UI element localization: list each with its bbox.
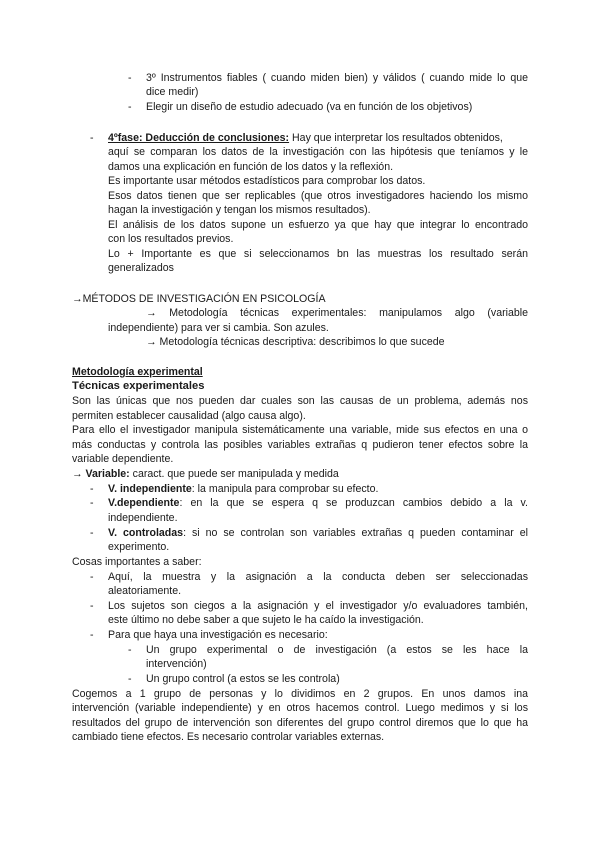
cosas-item-cont: este último no debe saber a que sujeto le ha caído la investigación. [108,614,424,626]
cosas-item: Los sujetos son ciegos a la asignación y el investigador y/o evaluadores también, [108,600,528,612]
bullet-dash: - [90,600,94,612]
sub-bullet-text: 3º Instrumentos fiables ( cuando miden bien) y válidos ( cuando mide lo que [146,72,528,84]
group-item: Un grupo control (a estos se les controla) [146,673,340,685]
paragraph-line: resultados del grupo de intervención son diferentes del grupo control diremos que lo que ha [72,717,528,729]
var-term: V. independiente [108,483,192,495]
metodos-item: → Metodología técnicas descriptiva: describimos lo que sucede [146,336,445,348]
bullet-dash: - [90,132,94,144]
var-term: V. controladas [108,527,184,539]
fase4-line: El análisis de los datos supone un esfuerzo ya que hay que integrar lo encontrado [108,219,528,231]
variable-line [72,467,339,481]
sub-bullet-text: Elegir un diseño de estudio adecuado (va en función de los objetivos) [146,101,473,113]
paragraph-line: permiten establecer causalidad (algo causa algo). [72,410,306,422]
bullet-dash: - [128,644,132,656]
metodos-title: →MÉTODOS DE INVESTIGACIÓN EN PSICOLOGÍA [72,293,326,305]
fase4-line: con los resultados previos. [108,233,234,245]
group-item: Un grupo experimental o de investigación (a estos se les hace la [146,644,528,656]
fase4-line: aquí se comparan los datos de la investigación con las hipótesis que teníamos y le [108,146,528,158]
var-desc: : la manipula para comprobar su efecto. [191,483,379,495]
bullet-dash: - [128,101,132,113]
metodos-item: independiente) para ver si cambia. Son azules. [108,322,329,334]
sub-bullet-text: dice medir) [146,86,199,98]
var-term: V.dependiente [108,497,180,509]
bullet-dash: - [90,527,94,539]
group-item-cont: intervención) [146,658,207,670]
cosas-item: Para que haya una investigación es necesario: [108,629,328,641]
fase4-line: damos una explicación en función de los datos y la reflexión. [108,161,394,173]
var-item [108,496,528,510]
cosas-title: Cosas importantes a saber: [72,556,202,568]
fase4-line: Lo + Importante es que si seleccionamos bn las muestras los resultado serán [108,248,528,260]
arrow-icon: → [72,468,83,480]
paragraph-line: Para ello el investigador manipula sistemáticamente una variable, mide sus efectos en una o [72,424,528,436]
fase4-line: generalizados [108,262,174,274]
cosas-item-cont: aleatoriamente. [108,585,182,597]
var-item-cont: experimento. [108,541,170,553]
cosas-item: Aquí, la muestra y la asignación a la conducta deben ser seleccionadas [108,571,528,583]
fase4-line: Esos datos tienen que ser replicables (que otros investigadores haciendo los mismo [108,190,528,202]
paragraph-line: Son las únicas que nos pueden dar cuales son las causas de un problema, además nos [72,395,528,407]
paragraph-line: intervención (variable independiente) y en otros hacemos control. Luego medimos y si los [72,702,528,714]
bullet-dash: - [128,72,132,84]
paragraph-line: cambiado tiene efectos. Es necesario controlar variables externas. [72,731,385,743]
fase4-line: Es importante usar métodos estadísticos para comprobar los datos. [108,175,426,187]
var-item-cont: independiente. [108,512,178,524]
var-item [108,482,378,496]
section-subheading: Técnicas experimentales [72,380,205,392]
bullet-dash: - [90,483,94,495]
paragraph-line: variable dependiente. [72,453,174,465]
var-desc: : si no se controlan son variables extrañas q pueden contaminar el [183,527,528,539]
variable-def: caract. que puede ser manipulada y medida [129,468,339,480]
var-desc: : en la que se espera q se produzcan cambios debido a la v. [179,497,528,509]
var-item [108,526,528,540]
section-heading: Metodología experimental [72,366,203,378]
fase4-first-line [108,131,503,145]
bullet-dash: - [90,571,94,583]
fase4-heading: 4ºfase: Deducción de conclusiones: [108,132,290,144]
paragraph-line: Cogemos a 1 grupo de personas y lo dividimos en 2 grupos. En unos damos ina [72,688,528,700]
metodos-item: → Metodología técnicas experimentales: manipulamos algo (variable [146,307,528,319]
bullet-dash: - [128,673,132,685]
bullet-dash: - [90,497,94,509]
fase4-intro: Hay que interpretar los resultados obtenidos, [289,132,503,144]
fase4-line: hagan la investigación y tengan los mismos resultados). [108,204,371,216]
paragraph-line: más conductas y controla las posibles variables extrañas q pudieron tener efectos sobre la [72,439,528,451]
bullet-dash: - [90,629,94,641]
variable-label: Variable: [82,468,130,480]
